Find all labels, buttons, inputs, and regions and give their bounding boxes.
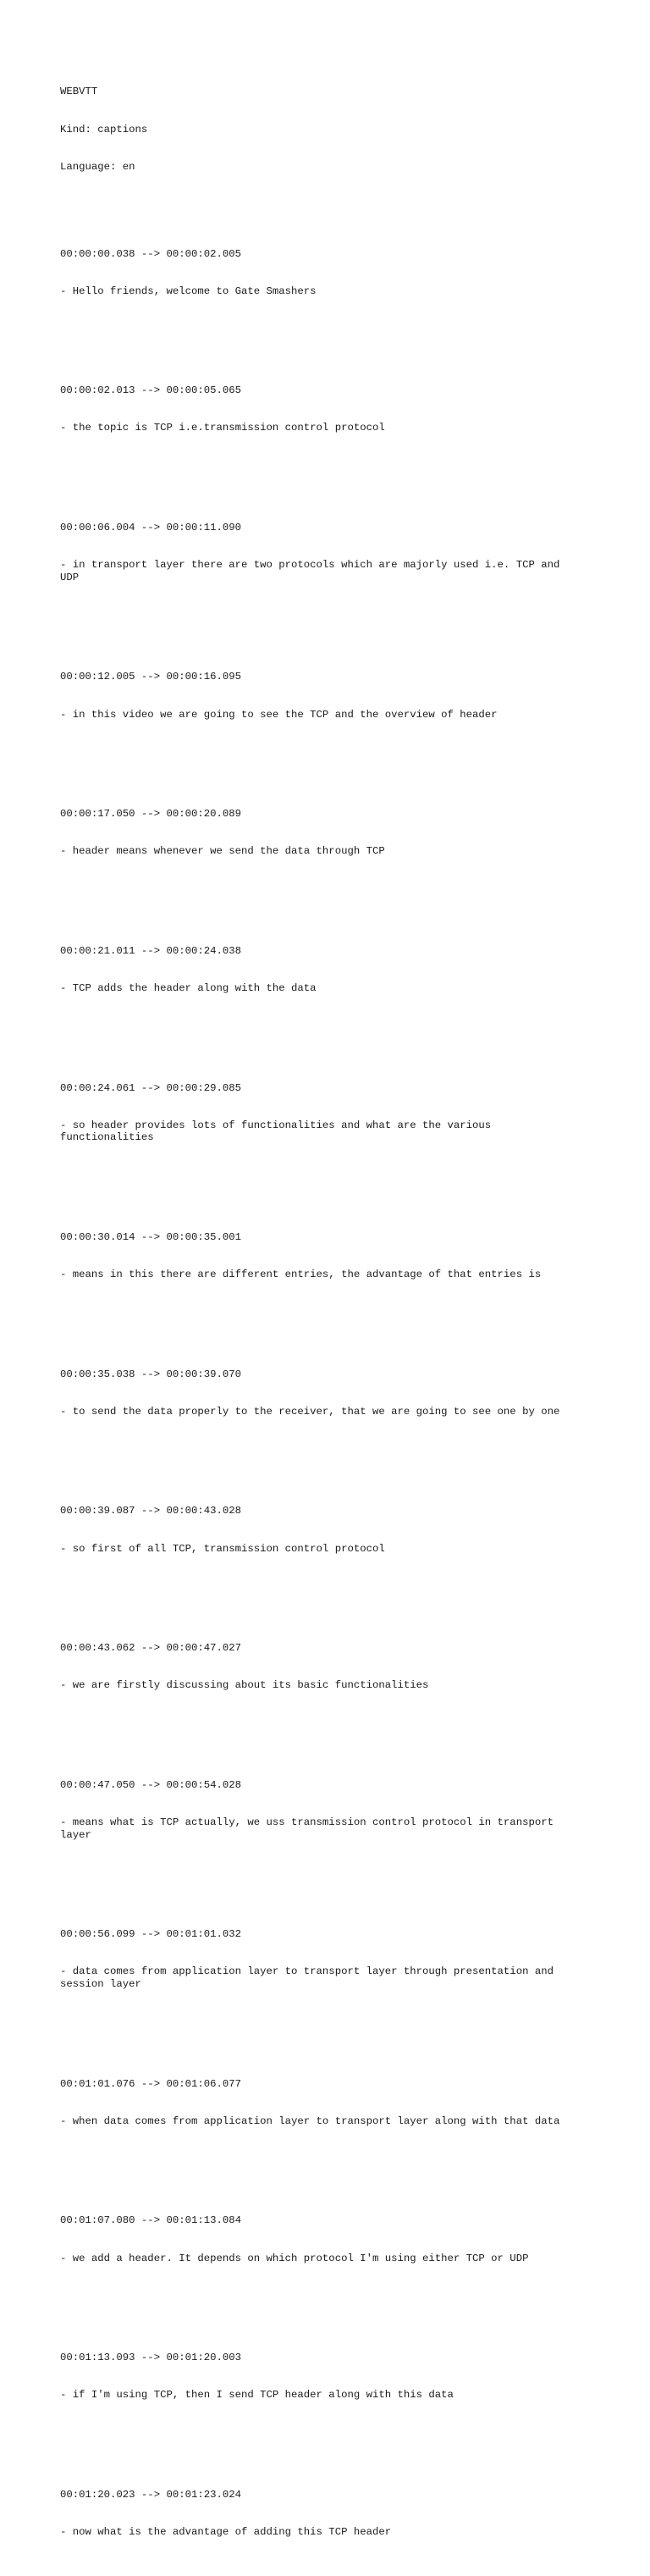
cue-text: - if I'm using TCP, then I send TCP header along with this data — [60, 2389, 454, 2402]
cue-timestamp: 00:01:13.093 --> 00:01:20.003 — [60, 2352, 242, 2364]
caption-cue — [60, 360, 602, 460]
cue-text: - so first of all TCP, transmission control protocol — [60, 1542, 385, 1555]
caption-cue — [60, 1754, 602, 1866]
cue-timestamp: 00:00:21.011 --> 00:00:24.038 — [60, 944, 242, 957]
caption-cue — [60, 2190, 602, 2290]
caption-cue — [60, 497, 602, 609]
caption-cue — [60, 1207, 602, 1307]
cue-text: - we are firstly discussing about its basic functionalities — [60, 1679, 429, 1692]
cue-text: - means in this there are different entries, the advantage of that entries is — [60, 1269, 542, 1281]
cue-text: - so header provides lots of functionalities and what are the various functionalities — [60, 1119, 492, 1144]
cue-text: - Hello friends, welcome to Gate Smashers — [60, 285, 317, 297]
cue-timestamp: 00:01:20.023 --> 00:01:23.024 — [60, 2488, 242, 2501]
cue-timestamp: 00:00:43.062 --> 00:00:47.027 — [60, 1642, 242, 1655]
caption-cue — [60, 2463, 602, 2563]
caption-cue — [60, 2327, 602, 2427]
cue-text: - we add a header. It depends on which protocol I'm using either TCP or UDP — [60, 2252, 529, 2264]
caption-cue — [60, 1904, 602, 2015]
caption-cue — [60, 1480, 602, 1580]
cue-text: - in this video we are going to see the TCP and the overview of header — [60, 708, 498, 721]
caption-cue — [60, 2053, 602, 2153]
cue-text: - the topic is TCP i.e.transmission control protocol — [60, 422, 385, 434]
cue-timestamp: 00:00:02.013 --> 00:00:05.065 — [60, 384, 242, 397]
cue-timestamp: 00:00:47.050 --> 00:00:54.028 — [60, 1778, 242, 1791]
cue-text: - when data comes from application layer to transport layer along with that data — [60, 2114, 560, 2127]
cue-text: - means what is TCP actually, we uss transmission control protocol in transport layer — [60, 1816, 554, 1841]
caption-cue — [60, 1343, 602, 1443]
cue-text: - data comes from application layer to transport layer through presentation and session layer — [60, 1965, 554, 1991]
language-line: Language: en — [60, 160, 135, 173]
cue-text: - to send the data properly to the receiver, that we are going to see one by one — [60, 1405, 560, 1418]
caption-cue — [60, 1617, 602, 1717]
cue-timestamp: 00:01:01.076 --> 00:01:06.077 — [60, 2077, 242, 2090]
caption-cue — [60, 1057, 602, 1169]
cue-text: - TCP adds the header along with the data — [60, 981, 317, 994]
cue-timestamp: 00:00:00.038 --> 00:00:02.005 — [60, 247, 242, 260]
cue-timestamp: 00:01:07.080 --> 00:01:13.084 — [60, 2214, 242, 2227]
cue-timestamp: 00:00:35.038 --> 00:00:39.070 — [60, 1368, 242, 1380]
cue-timestamp: 00:00:39.087 --> 00:00:43.028 — [60, 1505, 242, 1517]
cue-timestamp: 00:00:17.050 --> 00:00:20.089 — [60, 808, 242, 821]
caption-cue — [60, 646, 602, 746]
cue-timestamp: 00:00:24.061 --> 00:00:29.085 — [60, 1081, 242, 1094]
kind-line: Kind: captions — [60, 123, 148, 135]
cue-timestamp: 00:00:12.005 --> 00:00:16.095 — [60, 671, 242, 683]
cue-timestamp: 00:00:06.004 --> 00:00:11.090 — [60, 521, 242, 533]
cue-timestamp: 00:00:30.014 --> 00:00:35.001 — [60, 1230, 242, 1243]
cue-text: - header means whenever we send the data through TCP — [60, 845, 385, 858]
caption-cue — [60, 223, 602, 323]
caption-document — [60, 61, 602, 2576]
cue-text: - now what is the advantage of adding this TCP header — [60, 2525, 392, 2538]
file-format-line: WEBVTT — [60, 86, 98, 98]
caption-cue — [60, 783, 602, 883]
cue-text: - in transport layer there are two protocols which are majorly used i.e. TCP and UDP — [60, 559, 560, 583]
caption-cue — [60, 920, 602, 1020]
cue-timestamp: 00:00:56.099 --> 00:01:01.032 — [60, 1928, 242, 1941]
